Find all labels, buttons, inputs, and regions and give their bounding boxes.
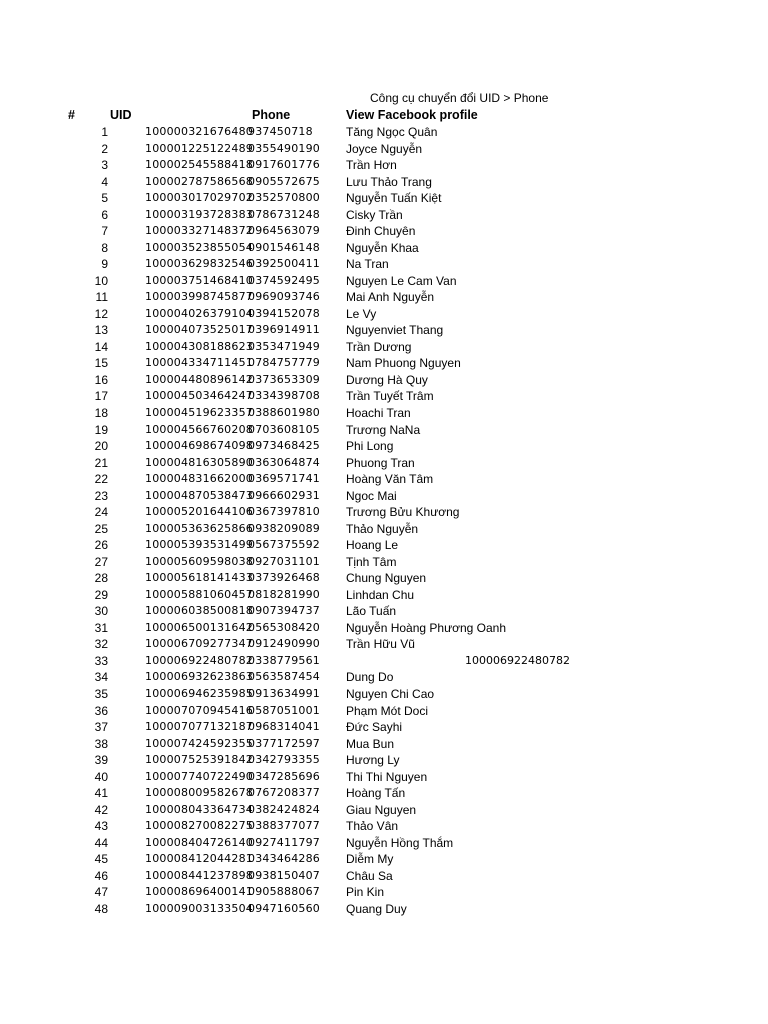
table-row: [0, 851, 768, 868]
row-number: 36: [94, 703, 108, 718]
table-row: [0, 190, 768, 207]
table-row: [0, 554, 768, 571]
row-phone: 0343464286: [248, 852, 320, 866]
row-number: 22: [94, 472, 108, 487]
row-profile-name: Hoachi Tran: [346, 406, 411, 420]
row-number: 35: [94, 687, 108, 702]
row-uid: 100005618141433: [145, 571, 253, 585]
row-profile-name: Nguyenviet Thang: [346, 323, 444, 338]
header-phone: Phone: [252, 108, 291, 122]
table-row: [0, 901, 768, 918]
row-profile-name: Thảo Nguyễn: [346, 521, 419, 536]
row-phone: 0786731248: [248, 207, 320, 221]
row-uid: 100008009582678: [145, 786, 253, 800]
row-profile-name: Thảo Vân: [346, 819, 399, 834]
row-number: 10: [94, 273, 108, 288]
row-uid: 100007525391842: [145, 753, 253, 767]
row-phone: 0905888067: [248, 885, 320, 899]
row-number: 37: [94, 720, 108, 735]
table-row: [0, 818, 768, 835]
row-profile-name: Hoàng Văn Tâm: [346, 472, 434, 487]
row-phone: 0565308420: [248, 620, 320, 634]
row-profile-name: Mai Anh Nguyễn: [346, 290, 435, 305]
row-number: 47: [94, 885, 108, 900]
row-phone: 0907394737: [248, 604, 320, 618]
table-row: [0, 802, 768, 819]
row-uid: 100003751468410: [145, 273, 253, 287]
row-phone: 0969093746: [248, 290, 320, 304]
row-phone: 0334398708: [248, 389, 320, 403]
row-profile-name: Nguyen Chi Cao: [346, 687, 435, 702]
row-uid: 100004831662000: [145, 472, 253, 486]
table-row: [0, 273, 768, 290]
table-row: [0, 372, 768, 389]
row-profile-name: Nam Phuong Nguyen: [346, 356, 461, 371]
row-number: 18: [94, 406, 108, 420]
row-number: 5: [101, 191, 108, 206]
table-row: [0, 422, 768, 439]
row-phone: 0347285696: [248, 769, 320, 783]
row-number: 38: [94, 736, 108, 751]
table-row: [0, 405, 768, 422]
row-number: 4: [101, 174, 108, 189]
row-number: 11: [95, 290, 108, 305]
table-row: [0, 256, 768, 273]
row-uid: 100006038500818: [145, 604, 253, 618]
row-number: 9: [101, 257, 108, 272]
row-profile-name: Nguyễn Khaa: [346, 240, 419, 255]
row-number: 1: [101, 125, 108, 139]
row-profile-name: Cisky Trần: [346, 207, 403, 222]
header-uid: UID: [110, 108, 132, 122]
row-number: 16: [94, 372, 108, 387]
row-number: 27: [94, 554, 108, 569]
row-number: 30: [94, 604, 108, 619]
table-row: [0, 141, 768, 158]
row-profile-name: Chung Nguyen: [346, 571, 427, 586]
row-phone: 0947160560: [248, 901, 320, 915]
row-phone: 0394152078: [248, 306, 320, 320]
row-profile-name: Thi Thi Nguyen: [346, 769, 428, 784]
row-number: 28: [94, 571, 108, 586]
table-row: [0, 455, 768, 472]
row-uid: 100003327148372: [145, 224, 253, 238]
table-row: [0, 636, 768, 653]
row-number: 6: [101, 207, 108, 222]
table-row: [0, 686, 768, 703]
row-number: 20: [94, 439, 108, 454]
row-uid: 100004308188623: [145, 339, 253, 353]
row-profile-name: Đức Sayhi: [346, 720, 403, 735]
row-uid: 100005201644106: [145, 505, 253, 519]
row-uid: 100007070945416: [145, 703, 253, 717]
row-profile-name: Lưu Thảo Trang: [346, 174, 432, 189]
row-uid: 100008404726140: [145, 835, 253, 849]
table-row: [0, 322, 768, 339]
table-row: [0, 603, 768, 620]
row-number: 45: [94, 852, 108, 867]
row-uid: 100004566760208: [145, 422, 253, 436]
row-phone: 0392500411: [248, 257, 320, 271]
row-number: 24: [94, 505, 108, 520]
table-row: [0, 736, 768, 753]
row-uid: 100008043364734: [145, 802, 253, 816]
row-number: 39: [94, 753, 108, 768]
row-phone: 0374592495: [248, 273, 320, 287]
row-uid: 100004480896142: [145, 372, 253, 386]
row-phone: 0363064874: [248, 455, 320, 469]
row-uid: 100005393531499: [145, 538, 253, 552]
row-profile-name: Tăng Ngọc Quân: [346, 125, 438, 139]
row-phone: 0373653309: [248, 372, 320, 386]
row-profile-name: Dương Hà Quy: [346, 372, 428, 387]
table-row: [0, 223, 768, 240]
row-profile-name: Trần Hơn: [346, 158, 397, 173]
row-number: 29: [94, 587, 108, 602]
row-number: 48: [94, 901, 108, 916]
row-profile-name: Hoang Le: [346, 538, 399, 553]
row-profile-name: Quang Duy: [346, 901, 407, 916]
row-profile-name: Le Vy: [346, 306, 377, 321]
row-phone: 0927031101: [248, 554, 320, 568]
row-phone: 0964563079: [248, 224, 320, 238]
row-uid: 100002545588418: [145, 158, 253, 172]
row-uid: 100008696400141: [145, 885, 253, 899]
row-number: 34: [94, 670, 108, 685]
row-phone: 0938150407: [248, 868, 320, 882]
table-row: [0, 207, 768, 224]
row-phone: 0367397810: [248, 505, 320, 519]
row-uid: 100003629832546: [145, 257, 253, 271]
row-number: 7: [101, 224, 108, 239]
row-uid: 100008441237898: [145, 868, 253, 882]
row-number: 46: [94, 868, 108, 883]
row-number: 32: [94, 637, 108, 652]
row-uid: 100004026379104: [145, 306, 253, 320]
row-uid: 100001225122489: [145, 141, 253, 155]
row-profile-name: Nguyễn Hồng Thắm: [346, 835, 454, 850]
row-uid: 100004334711451: [145, 356, 253, 370]
row-profile-name: Linhdan Chu: [346, 587, 415, 602]
table-row: [0, 488, 768, 505]
row-phone: 0968314041: [248, 720, 320, 734]
table-row: [0, 703, 768, 720]
row-profile-name: Nguyen Le Cam Van: [346, 273, 457, 288]
table-row: [0, 785, 768, 802]
table-row: [0, 521, 768, 538]
row-profile-name: Đinh Chuyên: [346, 224, 416, 239]
row-phone: 0377172597: [248, 736, 320, 750]
table-row: [0, 355, 768, 372]
row-profile-name: Dung Do: [346, 670, 394, 685]
row-profile-name: Pin Kin: [346, 885, 385, 900]
row-uid: 100004870538473: [145, 488, 253, 502]
row-profile-name: Phạm Mót Doci: [346, 703, 429, 718]
row-number: 42: [94, 802, 108, 817]
row-phone: 0901546148: [248, 240, 320, 254]
header-number: #: [68, 108, 75, 122]
table-row: [0, 752, 768, 769]
row-number: 33: [94, 653, 108, 668]
row-number: 12: [94, 306, 108, 321]
row-number: 3: [101, 158, 108, 173]
row-phone: 0818281990: [248, 587, 320, 601]
row-phone: 0338779561: [248, 653, 320, 667]
row-number: 43: [94, 819, 108, 834]
table-row: [0, 504, 768, 521]
table-row: [0, 388, 768, 405]
row-phone: 0927411797: [248, 835, 320, 849]
row-phone: 0342793355: [248, 753, 320, 767]
row-phone: 0703608105: [248, 422, 320, 436]
page-title: Công cụ chuyển đổi UID > Phone: [370, 91, 549, 105]
row-profile-name: Joyce Nguyễn: [346, 141, 423, 156]
row-uid: 100000321676480: [145, 125, 253, 138]
row-number: 25: [94, 521, 108, 536]
row-profile-name: Trần Hữu Vũ: [346, 637, 415, 652]
row-uid: 100007424592355: [145, 736, 253, 750]
row-uid: 100007740722490: [145, 769, 253, 783]
table-row: [0, 653, 768, 670]
row-phone: 0567375592: [248, 538, 320, 552]
row-phone: 0563587454: [248, 670, 320, 684]
table-row: [0, 570, 768, 587]
row-uid: 100002787586568: [145, 174, 253, 188]
header-view-facebook-profile: View Facebook profile: [346, 108, 478, 122]
row-profile-name: Phi Long: [346, 439, 394, 454]
row-phone: 0382424824: [248, 802, 320, 816]
table-row: [0, 669, 768, 686]
row-phone: 0913634991: [248, 687, 320, 701]
row-phone: 0369571741: [248, 472, 320, 486]
row-profile-name: 100006922480782: [465, 653, 570, 667]
row-number: 40: [94, 769, 108, 784]
row-phone: 0784757779: [248, 356, 320, 370]
row-phone: 0587051001: [248, 703, 320, 717]
row-profile-name: Trần Tuyết Trâm: [346, 389, 434, 404]
table-row: [0, 620, 768, 637]
table-row: [0, 240, 768, 257]
row-uid: 100003998745877: [145, 290, 253, 304]
row-number: 31: [94, 620, 108, 635]
table-row: [0, 884, 768, 901]
row-phone: 0905572675: [248, 174, 320, 188]
row-uid: 100004816305890: [145, 455, 253, 469]
row-phone: 0373926468: [248, 571, 320, 585]
row-phone: 0966602931: [248, 488, 320, 502]
table-row: [0, 868, 768, 885]
table-row: [0, 719, 768, 736]
row-profile-name: Trần Dương: [346, 339, 412, 354]
row-uid: 100005609598038: [145, 554, 253, 568]
row-number: 21: [94, 455, 108, 470]
row-number: 19: [94, 422, 108, 437]
table-row: [0, 835, 768, 852]
row-number: 26: [94, 538, 108, 553]
row-uid: 100006500131642: [145, 620, 253, 634]
table-row: [0, 587, 768, 604]
row-profile-name: Giau Nguyen: [346, 802, 417, 817]
row-uid: 100006922480782: [145, 653, 253, 667]
row-uid: 100004073525017: [145, 323, 253, 337]
row-uid: 100003017029702: [145, 191, 253, 205]
row-phone: 0912490990: [248, 637, 320, 651]
row-number: 44: [94, 835, 108, 850]
row-phone: 0355490190: [248, 141, 320, 155]
row-phone: 0353471949: [248, 339, 320, 353]
row-number: 2: [101, 141, 108, 156]
row-uid: 100007077132187: [145, 720, 253, 734]
row-phone: 0973468425: [248, 439, 320, 453]
row-profile-name: Diễm My: [346, 852, 394, 867]
row-uid: 100003193728383: [145, 207, 253, 221]
table-row: [0, 769, 768, 786]
table-row: [0, 306, 768, 323]
row-uid: 100003523855054: [145, 240, 253, 254]
row-uid: 100004519623357: [145, 406, 253, 419]
row-uid: 100008412044281: [145, 852, 253, 866]
table-row: [0, 339, 768, 356]
row-phone: 0767208377: [248, 786, 320, 800]
row-number: 8: [101, 240, 108, 255]
row-number: 13: [94, 323, 108, 338]
row-profile-name: Hoàng Tấn: [346, 786, 406, 801]
table-row: [0, 157, 768, 174]
row-profile-name: Hương Ly: [346, 753, 400, 768]
row-uid: 100004503464247: [145, 389, 253, 403]
row-profile-name: Trương NaNa: [346, 422, 421, 437]
row-uid: 100006709277347: [145, 637, 253, 651]
row-profile-name: Trương Bửu Khương: [346, 505, 460, 520]
row-phone: 937450718: [248, 125, 313, 138]
row-uid: 100009003133504: [145, 901, 253, 915]
row-number: 41: [94, 786, 108, 801]
row-phone: 0938209089: [248, 521, 320, 535]
row-profile-name: Lão Tuấn: [346, 604, 397, 619]
row-uid: 100005363625866: [145, 521, 253, 535]
row-uid: 100008270082275: [145, 819, 253, 833]
row-uid: 100004698674098: [145, 439, 253, 453]
row-phone: 0388377077: [248, 819, 320, 833]
row-number: 15: [94, 356, 108, 371]
row-profile-name: Mua Bun: [346, 736, 395, 751]
row-uid: 100006946235985: [145, 687, 253, 701]
row-uid: 100005881060457: [145, 587, 253, 601]
row-profile-name: Na Tran: [346, 257, 389, 272]
table-row: [0, 438, 768, 455]
row-phone: 0917601776: [248, 158, 320, 172]
row-number: 17: [94, 389, 108, 404]
table-row: [0, 174, 768, 191]
row-profile-name: Châu Sa: [346, 868, 393, 883]
row-phone: 0388601980: [248, 406, 320, 419]
row-profile-name: Ngoc Mai: [346, 488, 397, 503]
row-profile-name: Nguyễn Tuấn Kiệt: [346, 191, 442, 206]
table-row: [0, 124, 768, 141]
table-row: [0, 537, 768, 554]
table-row: [0, 289, 768, 306]
table-row: [0, 471, 768, 488]
row-phone: 0352570800: [248, 191, 320, 205]
row-profile-name: Phuong Tran: [346, 455, 415, 470]
row-uid: 100006932623863: [145, 670, 253, 684]
row-number: 14: [94, 339, 108, 354]
row-number: 23: [94, 488, 108, 503]
row-profile-name: Tịnh Tâm: [346, 554, 397, 569]
row-phone: 0396914911: [248, 323, 320, 337]
row-profile-name: Nguyễn Hoàng Phương Oanh: [346, 620, 507, 635]
